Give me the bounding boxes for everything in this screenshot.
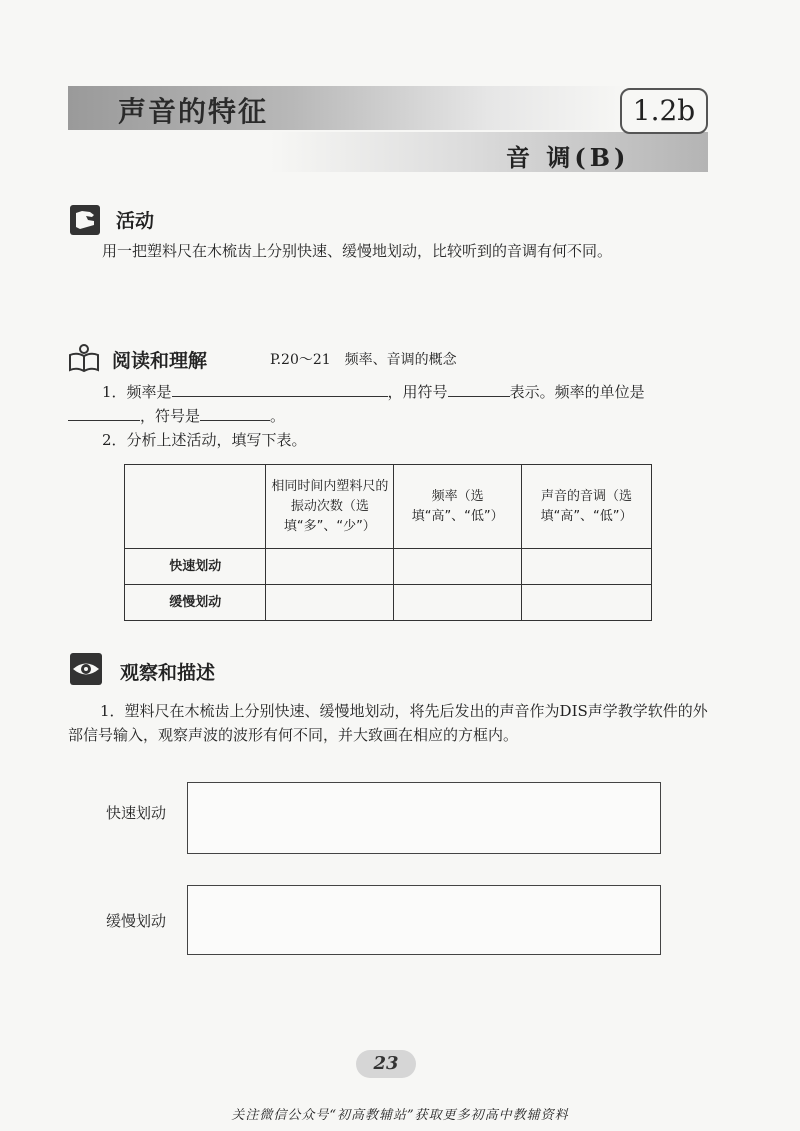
table-row	[125, 585, 652, 621]
question-2: 2．分析上述活动，填写下表。	[102, 431, 307, 449]
cell-fast-vibrations[interactable]	[266, 549, 394, 585]
activity-hand-icon	[70, 205, 100, 235]
reading-heading: 阅读和理解	[112, 350, 208, 372]
page-subtitle: 音 调(B)	[506, 143, 630, 172]
question-1-line-2	[68, 404, 285, 428]
section-number-badge: 1.2b	[620, 88, 708, 134]
activity-text: 用一把塑料尺在木梳齿上分别快速、缓慢地划动，比较听到的音调有何不同。	[102, 242, 613, 260]
row-label-fast: 快速划动	[125, 549, 266, 585]
slow-stroke-label: 缓慢划动	[106, 912, 167, 930]
q1-text-b: ，用符号	[387, 383, 448, 401]
analysis-table	[124, 464, 652, 621]
observe-text: 1．塑料尺在木梳齿上分别快速、缓慢地划动，将先后发出的声音作为DIS声学教学软件的外部信号输入，观察声波的波形有何不同，并大致画在相应的方框内。	[68, 702, 708, 744]
q1-text-a: 1．频率是	[102, 383, 172, 401]
cell-slow-vibrations[interactable]	[266, 585, 394, 621]
cell-fast-frequency[interactable]	[394, 549, 522, 585]
cell-slow-frequency[interactable]	[394, 585, 522, 621]
fast-waveform-drawing-box[interactable]	[187, 782, 661, 854]
table-header-vibrations: 相同时间内塑料尺的振动次数（选填“多”、“少”）	[266, 465, 394, 549]
table-row	[125, 549, 652, 585]
subtitle-bar	[270, 132, 708, 172]
q1-text-c: 表示。频率的单位是	[509, 383, 645, 401]
frequency-definition-blank[interactable]	[172, 380, 388, 397]
activity-heading: 活动	[116, 210, 155, 232]
fast-stroke-label: 快速划动	[106, 804, 167, 822]
cell-fast-pitch[interactable]	[522, 549, 652, 585]
table-header-pitch: 声音的音调（选填“高”、“低”）	[522, 465, 652, 549]
table-header-frequency: 频率（选填“高”、“低”）	[394, 465, 522, 549]
q1-text-d: ，符号是	[140, 407, 201, 425]
reading-reference: P.20～21 频率、音调的概念	[270, 352, 457, 368]
slow-waveform-drawing-box[interactable]	[187, 885, 661, 955]
footer-note: 关注微信公众号“初高教辅站”获取更多初高中教辅资料	[231, 1108, 569, 1123]
table-header-row	[125, 465, 652, 549]
unit-symbol-blank[interactable]	[200, 404, 270, 421]
q1-text-e: 。	[270, 407, 286, 425]
row-label-slow: 缓慢划动	[125, 585, 266, 621]
cell-slow-pitch[interactable]	[522, 585, 652, 621]
table-header-blank	[125, 465, 266, 549]
page-title: 声音的特征	[118, 95, 269, 128]
page-number: 23	[373, 1053, 399, 1074]
eye-icon	[70, 653, 100, 683]
observe-heading: 观察和描述	[120, 662, 216, 684]
frequency-symbol-blank[interactable]	[448, 380, 510, 397]
frequency-unit-blank[interactable]	[68, 404, 140, 421]
question-1-line-1	[102, 380, 742, 404]
open-book-icon	[68, 343, 98, 373]
